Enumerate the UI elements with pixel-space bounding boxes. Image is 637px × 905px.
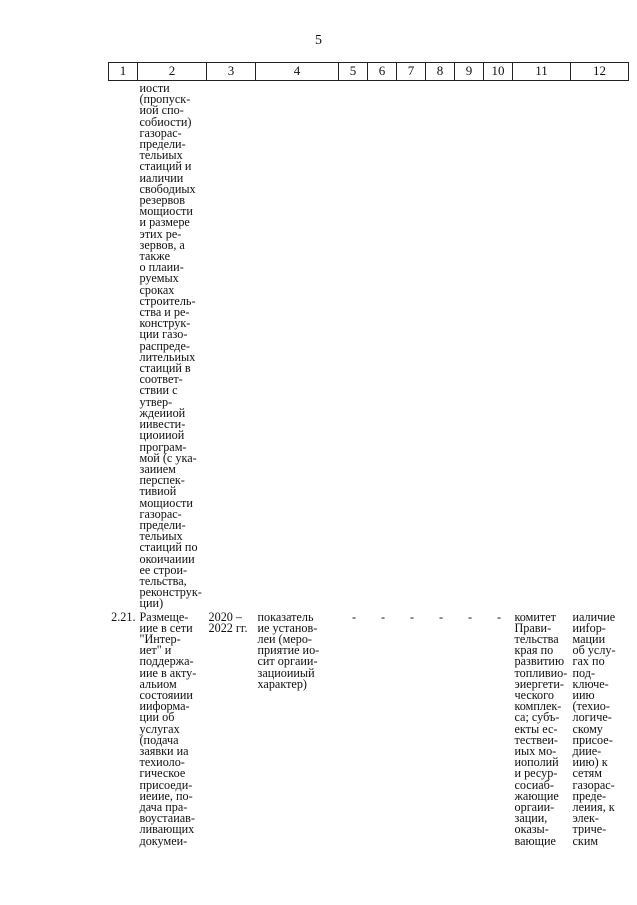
- column-number-row: [109, 63, 629, 81]
- column-number: 5: [339, 63, 368, 81]
- measures-table: [108, 62, 629, 847]
- page-number: 5: [315, 33, 322, 48]
- expected-result: иаличие ииfор- мации об услу- гах по под- ключе- иию (техио- логиче- скому присое- диие- иию) к сетям газорас- преде- леиия, к элек- триче- ским: [572, 609, 616, 848]
- table-row: [109, 610, 629, 847]
- column-number: 1: [109, 63, 138, 81]
- value-cell: -: [438, 609, 444, 624]
- value-cell: [484, 81, 513, 610]
- column-number: 4: [256, 63, 339, 81]
- value-cell: -: [380, 609, 386, 624]
- row-number: [109, 81, 138, 610]
- value-cell: [426, 81, 455, 610]
- column-number: 12: [571, 63, 629, 81]
- table-row: [109, 81, 629, 610]
- expected-result: [571, 81, 629, 610]
- value-cell: [339, 81, 368, 610]
- measure-term: 2020 – 2022 гг.: [208, 609, 248, 635]
- measure-indicator: показатель ие установ- леи (меро- приятие ио- сит оргаии- зациоииый характер): [257, 609, 320, 691]
- column-number: 6: [368, 63, 397, 81]
- value-cell: -: [351, 609, 357, 624]
- column-number: 2: [138, 63, 207, 81]
- measure-term: [207, 81, 256, 610]
- column-number: 10: [484, 63, 513, 81]
- column-number: 8: [426, 63, 455, 81]
- row-number: 2.21.: [111, 609, 136, 624]
- column-number: 9: [455, 63, 484, 81]
- value-cell: [397, 81, 426, 610]
- value-cell: -: [496, 609, 502, 624]
- value-cell: -: [409, 609, 415, 624]
- measure-indicator: [256, 81, 339, 610]
- column-number: 7: [397, 63, 426, 81]
- column-number: 11: [513, 63, 571, 81]
- responsible-executor: комитет Прави- тельства края по развитию топливио- эиергети- ческого комплек- са; субъ- екты ес- тествеи- иых мо- иополий и ресур- сосиаб- жающие оргаии- зации, оказы- вающие: [514, 609, 568, 848]
- measure-name: иости (пропуск- иой спо- собиости) газорас- предели- тельиых стаиций и иаличии свободиых резервов мощиости и размере этих ре- зервов, а также о плаии- руемых сроках строитель- ства и ре- конструк- ции газо- распреде- лительиых стаиций в соответ- ствии с утвер- ждеииой иивести- циоииой програм- мой (с ука- заиием перспек- тивиой мощиости газорас- предели- тельиых стаиций по окоичаиии ее строи- тельства, реконструк- ции): [139, 81, 202, 611]
- column-number: 3: [207, 63, 256, 81]
- responsible-executor: [513, 81, 571, 610]
- value-cell: -: [467, 609, 473, 624]
- value-cell: [368, 81, 397, 610]
- measure-name: Размеще- иие в сети "Интер- иет" и поддержа- иие в акту- альиом состояиии ииформа- ции об услугах (подача заявки иа техиоло- гическое присоеди- иеиие, по- дача пра- воустаиав- ливающих докумеи-: [139, 609, 197, 848]
- value-cell: [455, 81, 484, 610]
